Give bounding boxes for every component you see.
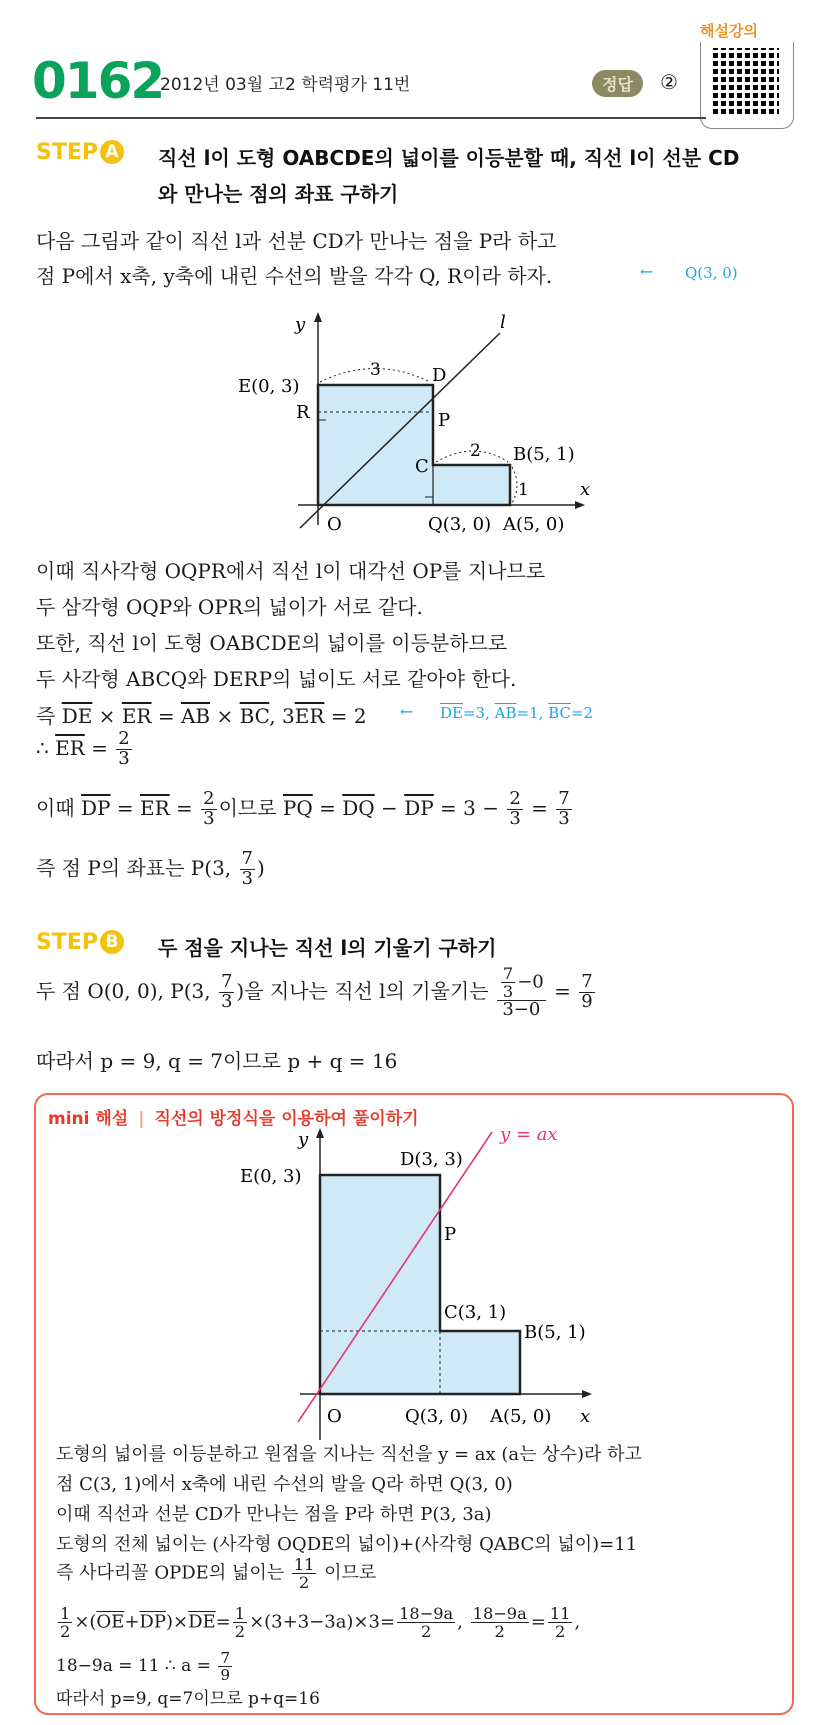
- fig1-origin: O: [327, 514, 342, 535]
- fraction-denominator: [556, 807, 571, 829]
- fraction-denominator: [219, 990, 234, 1012]
- fig2-y-label: y: [298, 1129, 309, 1150]
- math-text: 즉: [36, 704, 62, 728]
- fig2-point-a: A(5, 0): [490, 1406, 552, 1427]
- segment-overline: $\overline{ER}$: [294, 704, 325, 728]
- step-letter: A: [100, 140, 124, 164]
- math-text: 이므로: [218, 795, 283, 820]
- fraction-denominator: [297, 1574, 311, 1591]
- segment-overline: $\overline{DP}$: [139, 1611, 166, 1633]
- math-text: 두 점 O(0, 0), P(3,: [36, 978, 217, 1003]
- fraction-denominator: [116, 747, 131, 769]
- answer-value: ②: [660, 70, 678, 94]
- math-text: 3−0: [502, 999, 541, 1020]
- math-text: 2: [203, 788, 215, 809]
- math-text: 1: [60, 1604, 71, 1623]
- math-text: −: [374, 795, 405, 820]
- answer-badge: 정답: [592, 70, 643, 97]
- step-b-title: 두 점을 지나는 직선 l의 기울기 구하기: [158, 936, 497, 960]
- segment-overline: $\overline{DE}$: [440, 704, 463, 722]
- fraction: [397, 1605, 455, 1640]
- math-text: 9: [581, 990, 593, 1012]
- math-text: ∴: [36, 735, 56, 760]
- fig2-point-p: P: [444, 1224, 457, 1245]
- segment-overline: $\overline{ER}$: [139, 795, 170, 820]
- segment-overline: $\overline{OE}$: [96, 1611, 125, 1633]
- fig2-line-label: y = ax: [500, 1124, 558, 1145]
- step-a-title-line1: 직선 l이 도형 OABCDE의 넓이를 이등분할 때, 직선 l이 선분 CD: [158, 146, 740, 170]
- fraction: [292, 1556, 317, 1591]
- fraction-denominator: [553, 1623, 567, 1640]
- fraction: [579, 973, 594, 1012]
- fig2-origin: O: [327, 1406, 342, 1427]
- fraction-numerator: [497, 965, 546, 1001]
- math-text: =: [84, 735, 115, 760]
- math-text: =3,: [462, 704, 495, 722]
- mini-line2: 점 C(3, 1)에서 x축에 내린 수선의 발을 Q라 하면 Q(3, 0): [56, 1474, 513, 1495]
- math-text: 2: [118, 728, 130, 749]
- fig2-point-c: C(3, 1): [444, 1302, 507, 1323]
- mini-separator: |: [138, 1109, 145, 1129]
- fraction-denominator: [240, 867, 255, 889]
- math-text: 이때: [36, 795, 81, 820]
- math-text: )×: [165, 1611, 189, 1633]
- math-text: 2: [555, 1622, 566, 1641]
- math-text: 7: [220, 971, 233, 993]
- mini-line4: 도형의 전체 넓이는 (사각형 OQDE의 넓이)+(사각형 QABC의 넓이)=11: [56, 1534, 638, 1555]
- math-text: = 2: [324, 704, 367, 728]
- mini-solution-header: [48, 1104, 419, 1129]
- fraction: [218, 1650, 232, 1683]
- math-text: 2: [234, 1622, 246, 1641]
- fraction-numerator: [471, 1605, 529, 1623]
- fraction: [240, 850, 255, 889]
- mini-line7: [56, 1650, 234, 1683]
- equation-b1: [36, 965, 597, 1020]
- mini-label: mini 해설: [48, 1109, 129, 1129]
- fraction: [201, 790, 216, 829]
- fraction-numerator: [58, 1605, 72, 1623]
- math-text: ×: [210, 704, 240, 728]
- step-a-title-line2: 와 만나는 점의 좌표 구하기: [158, 182, 399, 206]
- segment-overline: $\overline{BC}$: [239, 704, 270, 728]
- fig2-point-b: B(5, 1): [524, 1322, 586, 1343]
- math-text: 즉 사다리꼴 OPDE의 넓이는: [56, 1562, 290, 1584]
- math-text: 3: [203, 807, 215, 829]
- segment-overline: $\overline{AB}$: [494, 704, 517, 722]
- para-line3: 또한, 직선 l이 도형 OABCDE의 넓이를 이등분하므로: [36, 631, 508, 655]
- math-text: ,: [574, 1611, 581, 1633]
- math-text: 3: [558, 807, 570, 829]
- fig1-point-b: B(5, 1): [513, 444, 575, 465]
- segment-overline: $\overline{AB}$: [180, 704, 211, 728]
- segment-overline: $\overline{DP}$: [81, 795, 111, 820]
- fig1-y-label: y: [295, 314, 306, 335]
- equation-a2: [36, 730, 134, 769]
- math-text: =: [151, 704, 181, 728]
- math-text: =: [547, 978, 578, 1003]
- segment-overline: $\overline{PQ}$: [282, 795, 313, 820]
- fraction: [471, 1605, 529, 1640]
- para-line4: 두 사각형 ABCQ와 DERP의 넓이도 서로 같아야 한다.: [36, 667, 517, 691]
- fig1-point-c: C: [415, 456, 429, 477]
- math-text: 3: [509, 807, 521, 829]
- math-text: ): [256, 855, 265, 880]
- fraction: [116, 730, 131, 769]
- segment-overline: $\overline{ER}$: [55, 735, 85, 760]
- lecture-label: 해설강의: [700, 22, 758, 40]
- mini-line5: [56, 1556, 376, 1591]
- fig1-len-1: 1: [518, 480, 529, 500]
- fraction-numerator: [292, 1556, 317, 1574]
- math-text: 7: [220, 1649, 231, 1667]
- fig1-point-a: A(5, 0): [503, 514, 565, 535]
- fraction-denominator: [218, 1667, 232, 1683]
- step-letter: B: [100, 930, 124, 954]
- fig1-point-p: P: [438, 410, 451, 431]
- fraction-denominator: [201, 807, 216, 829]
- math-text: 이므로: [318, 1562, 377, 1584]
- intro-line1: 다음 그림과 같이 직선 l과 선분 CD가 만나는 점을 P라 하고: [36, 229, 557, 253]
- mini-line8: 따라서 p=9, q=7이므로 p+q=16: [56, 1689, 320, 1709]
- math-text: 3: [118, 747, 130, 769]
- note-arrow-icon: ←: [640, 262, 654, 281]
- fig1-point-e: E(0, 3): [238, 376, 300, 397]
- problem-number: 0162: [32, 52, 164, 110]
- fig1-x-label: x: [580, 479, 591, 500]
- shape-oabcde: [318, 385, 510, 505]
- fig2-point-e: E(0, 3): [240, 1166, 302, 1187]
- fraction-numerator: [548, 1605, 573, 1623]
- equation-a1-note: [440, 704, 593, 722]
- math-text: =: [110, 795, 140, 820]
- fraction-numerator: [218, 1650, 232, 1667]
- segment-overline: $\overline{ER}$: [121, 704, 152, 728]
- step-label: STEP: [36, 140, 99, 165]
- segment-overline: $\overline{DQ}$: [342, 795, 375, 820]
- math-text: =: [312, 795, 343, 820]
- math-text: 7: [558, 788, 570, 809]
- math-text: 1: [234, 1604, 246, 1623]
- math-text: 2: [420, 1622, 432, 1641]
- mini-line3: 이때 직선과 선분 CD가 만나는 점을 P라 하면 P(3, 3a): [56, 1504, 492, 1525]
- math-text: 9: [220, 1666, 231, 1685]
- math-text: ×(3+3−3a)×3=: [249, 1611, 396, 1633]
- fraction-denominator: [493, 1623, 507, 1640]
- fig1-point-r: R: [296, 402, 310, 423]
- fig1-point-q: Q(3, 0): [428, 514, 492, 535]
- problem-source: 2012년 03월 고2 학력평가 11번: [160, 75, 411, 95]
- math-text: 2: [509, 788, 521, 809]
- fig2-point-q: Q(3, 0): [405, 1406, 469, 1427]
- math-text: 3: [220, 990, 233, 1012]
- para-line1: 이때 직사각형 OQPR에서 직선 l이 대각선 OP를 지나므로: [36, 559, 546, 583]
- math-text: 18−9a = 11 ∴ a =: [56, 1656, 217, 1677]
- math-text: , 3: [269, 704, 295, 728]
- math-text: 2: [60, 1622, 71, 1641]
- fig1-line-label: l: [500, 312, 506, 333]
- step-label: STEP: [36, 930, 99, 955]
- math-text: =: [530, 1611, 546, 1633]
- fraction: [507, 790, 522, 829]
- math-text: =: [169, 795, 200, 820]
- fraction-denominator: [507, 807, 522, 829]
- math-text: 따라서 p = 9, q = 7이므로 p + q = 16: [36, 1049, 398, 1073]
- math-text: =1,: [516, 704, 549, 722]
- mini-line6: [56, 1605, 580, 1640]
- math-text: 즉 점 P의 좌표는 P(3,: [36, 855, 238, 880]
- math-text: 3: [241, 867, 253, 889]
- fraction: [233, 1605, 247, 1640]
- math-text: =: [215, 1611, 231, 1633]
- math-text: 2: [494, 1622, 505, 1641]
- math-text: 11: [549, 1604, 571, 1623]
- fig1-len-3: 3: [370, 360, 381, 380]
- fraction-denominator: [579, 990, 594, 1012]
- intro-note: Q(3, 0): [685, 264, 738, 282]
- fraction: [58, 1605, 72, 1640]
- math-text: 18−9a: [472, 1604, 527, 1623]
- fig1-point-d: D: [432, 365, 447, 386]
- fraction-denominator: [419, 1623, 433, 1640]
- math-text: ×: [92, 704, 122, 728]
- math-text: =2: [570, 704, 594, 722]
- math-text: +: [124, 1611, 140, 1633]
- segment-overline: $\overline{DP}$: [404, 795, 434, 820]
- equation-a4: [36, 850, 265, 889]
- fraction: [556, 790, 571, 829]
- equation-a1: [36, 700, 367, 729]
- fraction-numerator: [397, 1605, 455, 1623]
- segment-overline: $\overline{DE}$: [188, 1611, 216, 1633]
- fraction: [497, 965, 546, 1020]
- math-text: 18−9a: [399, 1604, 454, 1623]
- fig2-point-d: D(3, 3): [400, 1149, 463, 1170]
- fraction-denominator: [501, 983, 515, 1000]
- fraction: [548, 1605, 573, 1640]
- fraction-numerator: [501, 965, 515, 983]
- fraction-denominator: [233, 1623, 247, 1640]
- mini-title: 직선의 방정식을 이용하여 풀이하기: [154, 1109, 419, 1129]
- math-text: −0: [517, 971, 544, 993]
- fraction: [219, 973, 234, 1012]
- math-text: 2: [298, 1573, 310, 1592]
- fig2-x-label: x: [580, 1406, 591, 1427]
- math-text: 7: [241, 848, 253, 869]
- math-text: 7: [581, 971, 593, 993]
- equation-b2: [36, 1045, 397, 1074]
- fraction-numerator: [233, 1605, 247, 1623]
- step-b-badge: [36, 930, 124, 955]
- fraction-denominator: [58, 1623, 72, 1640]
- segment-overline: $\overline{BC}$: [548, 704, 571, 722]
- math-text: ×(: [74, 1611, 97, 1633]
- math-text: = 3 −: [433, 795, 506, 820]
- para-line2: 두 삼각형 OQP와 OPR의 넓이가 서로 같다.: [36, 595, 423, 619]
- mini-line1: 도형의 넓이를 이등분하고 원점을 지나는 직선을 y = ax (a는 상수)라 하고: [56, 1444, 642, 1465]
- note-arrow-icon: ←: [400, 702, 414, 721]
- intro-line2: 점 P에서 x축, y축에 내린 수선의 발을 각각 Q, R이라 하자.: [36, 264, 553, 288]
- fig1-len-2: 2: [470, 441, 481, 461]
- math-text: 7: [502, 964, 514, 983]
- fraction-denominator: [500, 1001, 542, 1020]
- math-text: 11: [293, 1555, 315, 1574]
- math-text: )을 지나는 직선 l의 기울기는: [236, 978, 495, 1003]
- math-text: =: [524, 795, 555, 820]
- fraction: [501, 965, 515, 1000]
- math-text: 3: [502, 982, 514, 1001]
- segment-overline: $\overline{DE}$: [61, 704, 93, 728]
- math-text: ,: [457, 1611, 469, 1633]
- equation-a3: [36, 790, 574, 829]
